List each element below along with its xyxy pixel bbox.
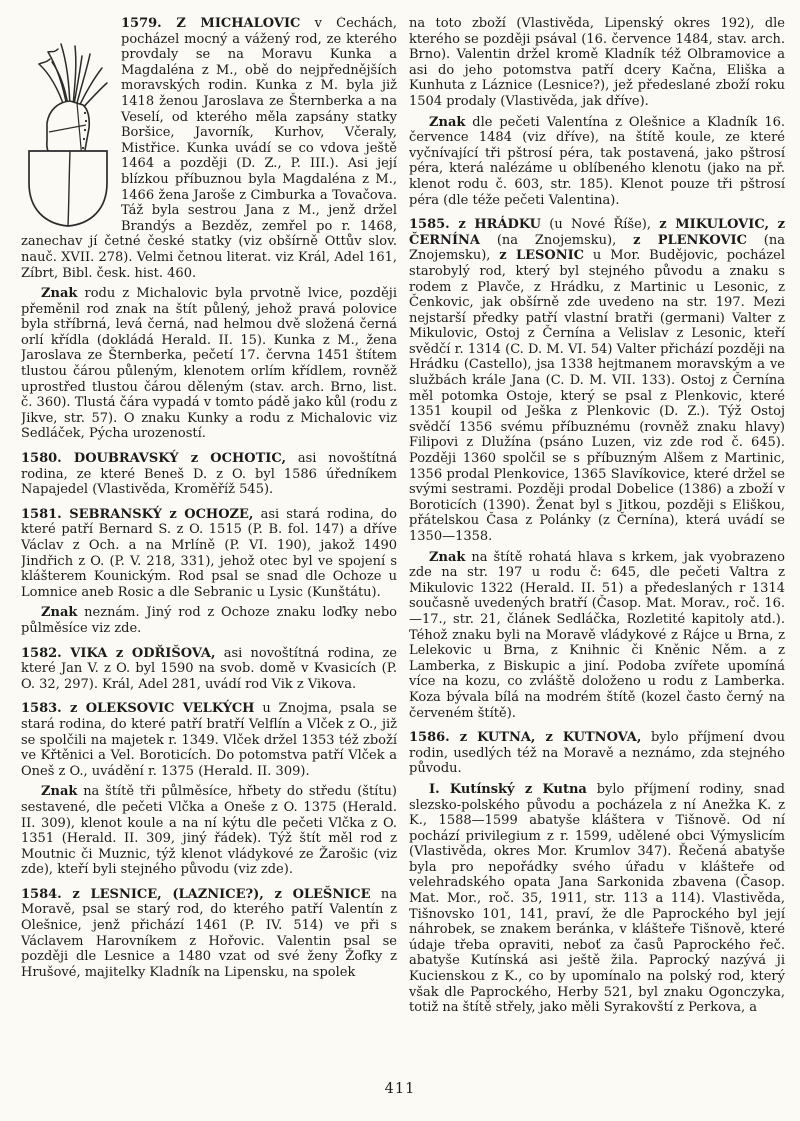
body-text: na štítě rohatá hlava s krkem, jak vyobrazeno zde na str. 197 u rodu č: 645, dle pečeti Valtra z Mikulovic 1322 (Herald. II. 51) a předeslaných r 1314 současně uvedených bratří (Časop. Mat. Morav., roč. 16.—17., str. 21, článek Sedláčka, Rozletité kapitoly atd.). Téhož znaku byli na Moravě vládykové z Rájce u Brna, z Lelekovic u Brna, z Knihnic či Kněnic Něm. a z Lamberka, z Biskupic a jiní. Podoba zvířete upomíná více na kozu, co zvláště doloženo u rodu z Lamberka. Koza bývala bílá na modrém štítě (kozel často černý na červeném štítě). xyxy=(409,549,785,721)
body-text: na štítě tři půlměsíce, hřbety do středu (štítu) sestavené, dle pečeti Vlčka a Oneše z O. 1375 (Herald. II. 309), klenot koule a na ní kýtu dle pečeti Vlčka z O. 1351 (Herald. II. 309, jiný řádek). Týž štít měl rod z Moutnic či Muznic, týž klenot vládykové ze Žarošic (viz zde), kteří byli stejného původu (viz zde). xyxy=(21,784,397,878)
text-columns xyxy=(21,16,785,1064)
entry-1579-znak-text xyxy=(21,286,397,441)
body-text: (na Znojemsku), xyxy=(480,232,634,248)
entry-1580 xyxy=(21,451,397,498)
bold-lead-text: Znak xyxy=(41,286,78,302)
bold-lead-text: Znak xyxy=(429,549,466,565)
entry-1584-znak-text xyxy=(409,115,785,208)
bold-lead-text: Znak xyxy=(429,114,466,130)
entry-1584-continuation-text xyxy=(409,16,785,109)
bold-lead-text: 1586. z KUTNA, z KUTNOVA, xyxy=(409,730,642,746)
body-text: dle pečeti Valentína z Olešnice a Kladník 16. července 1484 (viz dříve), na štítě koule, ze které vyčnívající tři pštrosí péra, tak postavená, jako pštrosí péra, která nalézáme u oblíbeného klenotu (jako na př. klenot rodu č. 603, str. 185). Klenot pouze tři pštrosí péra (dle téže pečeti Valentina). xyxy=(409,114,785,208)
entry-1579 xyxy=(21,16,397,281)
entry-1583-text xyxy=(21,701,397,778)
entry-1583-znak-text xyxy=(21,784,397,877)
body-text: u Mor. Budějovic, pocházel starobylý rod, který byl stejného původu a znaku s rodem z Plavče, z Hrádku, z Martinic u Lesonic, z Čenkovic, jak obšírně zde uvedeno na str. 197. Mezi nejstarší předky patří vlastní bratři (germani) Valter z Mikulovic, Ostoj z Černína a Velislav z Lesonic, kteří svědčí r. 1314 (C. D. M. VI. 54) Valter přichází později na Hrádku (Castello), jsa 1338 hejtmanem moravským a ve službách krále Jana (C. D. M. VII. 133). Ostoj z Černína měl potomka Ostoje, který se psal z Plenkovic, které 1351 koupil od Ješka z Plenkovic (D. Z.). Týž Ostoj svědčí 1356 svému příbuznému (rovněž znaku hlavy) Filipovi z Dlužína (psáno Luzen, viz zde rod č. 645). Později 1360 spolčil se s příbuzným Alšem z Martinic, 1356 prodal Plenkovice, 1365 Slavíkovice, které držel se svými sestrami. Později prodal Dobelice (1386) a zboží v Boroticích (1390). Ženat byl s Jitkou, později s Eliškou, přátelskou Časa z Polánky (z Černína), která uvádí se 1350—1358. xyxy=(409,248,785,544)
body-text: rodu z Michalovic byla prvotně lvice, později přeměnil rod znak na štít půlený, jehož pravá polovice byla stříbrná, levá černá, nad helmou dvě složená černá orlí křídla (dokládá Herald. II. 15). Kunka z M., žena Jaroslava ze Šternberka, pečetí 17. června 1451 štítem tlustou čárou půleným, klenotem orlím křídlem, rovněž uprostřed tlustou čárou děleným (stav. arch. Brno, list. č. 360). Tlustá čára vypadá v tomto pádě jako kůl (rodu z Jikve, str. 57). O znaku Kunky a rodu z Michalovic viz Sedláček, Pýcha urozeností. xyxy=(21,286,397,442)
body-text: (na Znojemsku), xyxy=(409,232,785,264)
body-text: neznám. Jiný rod z Ochoze znaku loďky nebo půlměsíce viz zde. xyxy=(21,605,397,636)
entry-1585-text xyxy=(409,217,785,544)
entry-1581-znak-paragraph xyxy=(21,605,397,636)
body-text: v Čechách, pocházel mocný a vážený rod, ze kterého provdaly se na Moravu Kunka a Magdaléna z M., obě do nejpřednějších moravských rodin. Kunka z M. byla již 1418 ženou Jaroslava ze Šternberka a na Veselí, od kterého měla zapsány statky Boršice, Javorník, Kurhov, Včeraly, Mistřice. Kunka uvádí se co vdova ještě 1464 a později (D. Z., P. III.). Asi její blízkou příbuznou byla Magdaléna z M., 1466 žena Jaroše z Cimburka a Tovačova. Táž byla sestrou Jana z M., jenž držel Brandýs a Bezděz, zemřel po r. 1468, zanechav jí četné české statky (viz obšírně Ottův slov. nauč. XVII. 278). Velmi četnou literat. viz Král, Adel 161, Zíbrt, Bibl. česk. hist. 460. xyxy=(21,16,397,281)
bold-lead-text: 1582. VIKA z ODŘIŠOVA, xyxy=(21,645,216,661)
body-text: bylo příjmení rodiny, snad slezsko-polského původu a pocházela z ní Anežka K. z K., 1588—1599 abatyše kláštera v Tišnově. Od ní pochází privilegium z r. 1599, udělené obci Výmyslicím (Vlastivěda, okres Mor. Krumlov 347). Řečená abatyše byla pro nepořádky svého úřadu v klášteře od velehradského opata Jana Sarkonida zbavena (Časop. Mat. Mor., roč. 35, 1911, str. 113 a 114). Vlastivěda, Tišnovsko 101, 141, praví, že dle Paprockého byl její náhrobek, se znakem beránka, v klášteře Tišnově, které údaje třeba opraviti, neboť za časů Paprockého řeč. abatyše Kutínská asi ještě žila. Paprocký nazývá ji Kucienskou z K., co by upomínalo na polský rod, který však dle Paprockého, Herby 521, byl znaku Ogonczyka, totiž na štítě střely, jako měli Syrakovští z Perkova, a xyxy=(409,781,785,1016)
shield-icon xyxy=(29,151,107,226)
entry-1584 xyxy=(21,887,397,981)
entry-1580-text xyxy=(21,451,397,497)
bold-lead-text: Znak xyxy=(41,784,78,800)
left-column xyxy=(21,16,397,1064)
entry-1581 xyxy=(21,507,397,601)
bold-lead-text: 1584. z LESNICE, (LAZNICE?), z OLEŠNICE xyxy=(21,886,371,902)
page-number: 411 xyxy=(384,1081,416,1097)
entry-1586-kutinsky-text xyxy=(409,782,785,1015)
entry-1579-znak-paragraph xyxy=(21,286,397,442)
bold-lead-text: z LESONIC xyxy=(499,248,585,264)
entry-1581-znak-text xyxy=(21,605,397,636)
bold-lead-text: Znak xyxy=(41,605,78,621)
bold-lead-text: I. Kutínský z Kutna xyxy=(429,781,587,797)
bold-lead-text: 1581. SEBRANSKÝ z OCHOZE, xyxy=(21,506,254,522)
entry-1586-kutinsky-paragraph xyxy=(409,782,785,1016)
body-text: u Znojma, psala se stará rodina, do které patří bratří Velflín a Vlček z O., již se spolčili na majetek r. 1349. Vlček držel 1353 též zboží ve Křtěnici a Vel. Boroticích. Do potomstva patří Vlček a Oneš z O., uvádění r. 1375 (Herald. II. 309). xyxy=(21,701,397,779)
bold-lead-text: 1585. z HRÁDKU xyxy=(409,217,542,233)
body-text: bylo příjmení dvou rodin, usedlých též na Moravě a neznámo, zda stejného původu. xyxy=(409,730,785,777)
entry-1583 xyxy=(21,701,397,779)
body-text: na Moravě, psal se starý rod, do kterého patří Valentín z Olešnice, jenž přichází 1461 (P. IV. 514) ve při s Václavem Harovníkem z Hořovic. Valentin psal se později dle Lesnice a 1480 vzat od své ženy Žofky z Hrušové, majitelky Kladník na Lipensku, na spolek xyxy=(21,886,397,980)
body-text: (u Nové Říše), xyxy=(541,217,660,233)
entry-1583-znak-paragraph xyxy=(21,784,397,878)
bold-lead-text: z PLENKOVIC xyxy=(633,232,747,248)
entry-1585-znak-paragraph xyxy=(409,550,785,722)
entry-1581-text xyxy=(21,507,397,600)
entry-1582 xyxy=(21,646,397,693)
bold-lead-text: z MIKULOVIC, z ČERNÍNA xyxy=(409,217,785,248)
bold-lead-text: 1583. z OLEKSOVIC VELKÝCH xyxy=(21,701,255,717)
bold-lead-text: 1580. DOUBRAVSKÝ z OCHOTIC, xyxy=(21,451,286,467)
entry-1586 xyxy=(409,730,785,777)
entry-1582-text xyxy=(21,646,397,692)
right-column xyxy=(409,16,785,1064)
entry-1585-znak-text xyxy=(409,550,785,721)
entry-1584-text xyxy=(21,887,397,980)
entry-1585 xyxy=(409,217,785,544)
bold-lead-text: 1579. Z MICHALOVIC xyxy=(121,16,301,31)
body-text: na toto zboží (Vlastivěda, Lipenský okres 192), dle kterého se později psával (16. července 1484, stav. arch. Brno). Valentin držel kromě Kladník též Olbramovice a asi do jeho potomstva patří dcery Kačna, Eliška a Kunhuta z Láznice (Lesnice?), jež předeslané zboží roku 1504 prodaly (Vlastivěda, jak dříve). xyxy=(409,16,785,109)
body-text: asi stará rodina, do které patří Bernard S. z O. 1515 (P. B. fol. 147) a dříve Václav z Och. a na Mrlíně (P. VI. 190), jakož 1490 Jindřich z O. (P. V. 218, 331), jehož otec byl ve spojení s klášterem Kounickým. Rod psal se snad dle Ochoze u Lomnice aneb Rosic a dle Sebranic u Lysic (Kunštátu). xyxy=(21,506,397,600)
body-text: asi novoštítná rodina, ze které Jan V. z O. byl 1590 na svob. domě v Kvasicích (P. O. 32, 297). Král, Adel 281, uvádí rod Vik z Vikova. xyxy=(21,645,397,692)
michalovic-coat-of-arms-illustration xyxy=(25,31,111,227)
entry-1584-continuation xyxy=(409,16,785,110)
entry-1584-znak-paragraph xyxy=(409,115,785,209)
entry-1586-text xyxy=(409,730,785,776)
body-text: asi novoštítná rodina, ze které Beneš D. z O. byl 1586 úředníkem Napajedel (Vlastivěda, Kroměříž 545). xyxy=(21,451,397,498)
